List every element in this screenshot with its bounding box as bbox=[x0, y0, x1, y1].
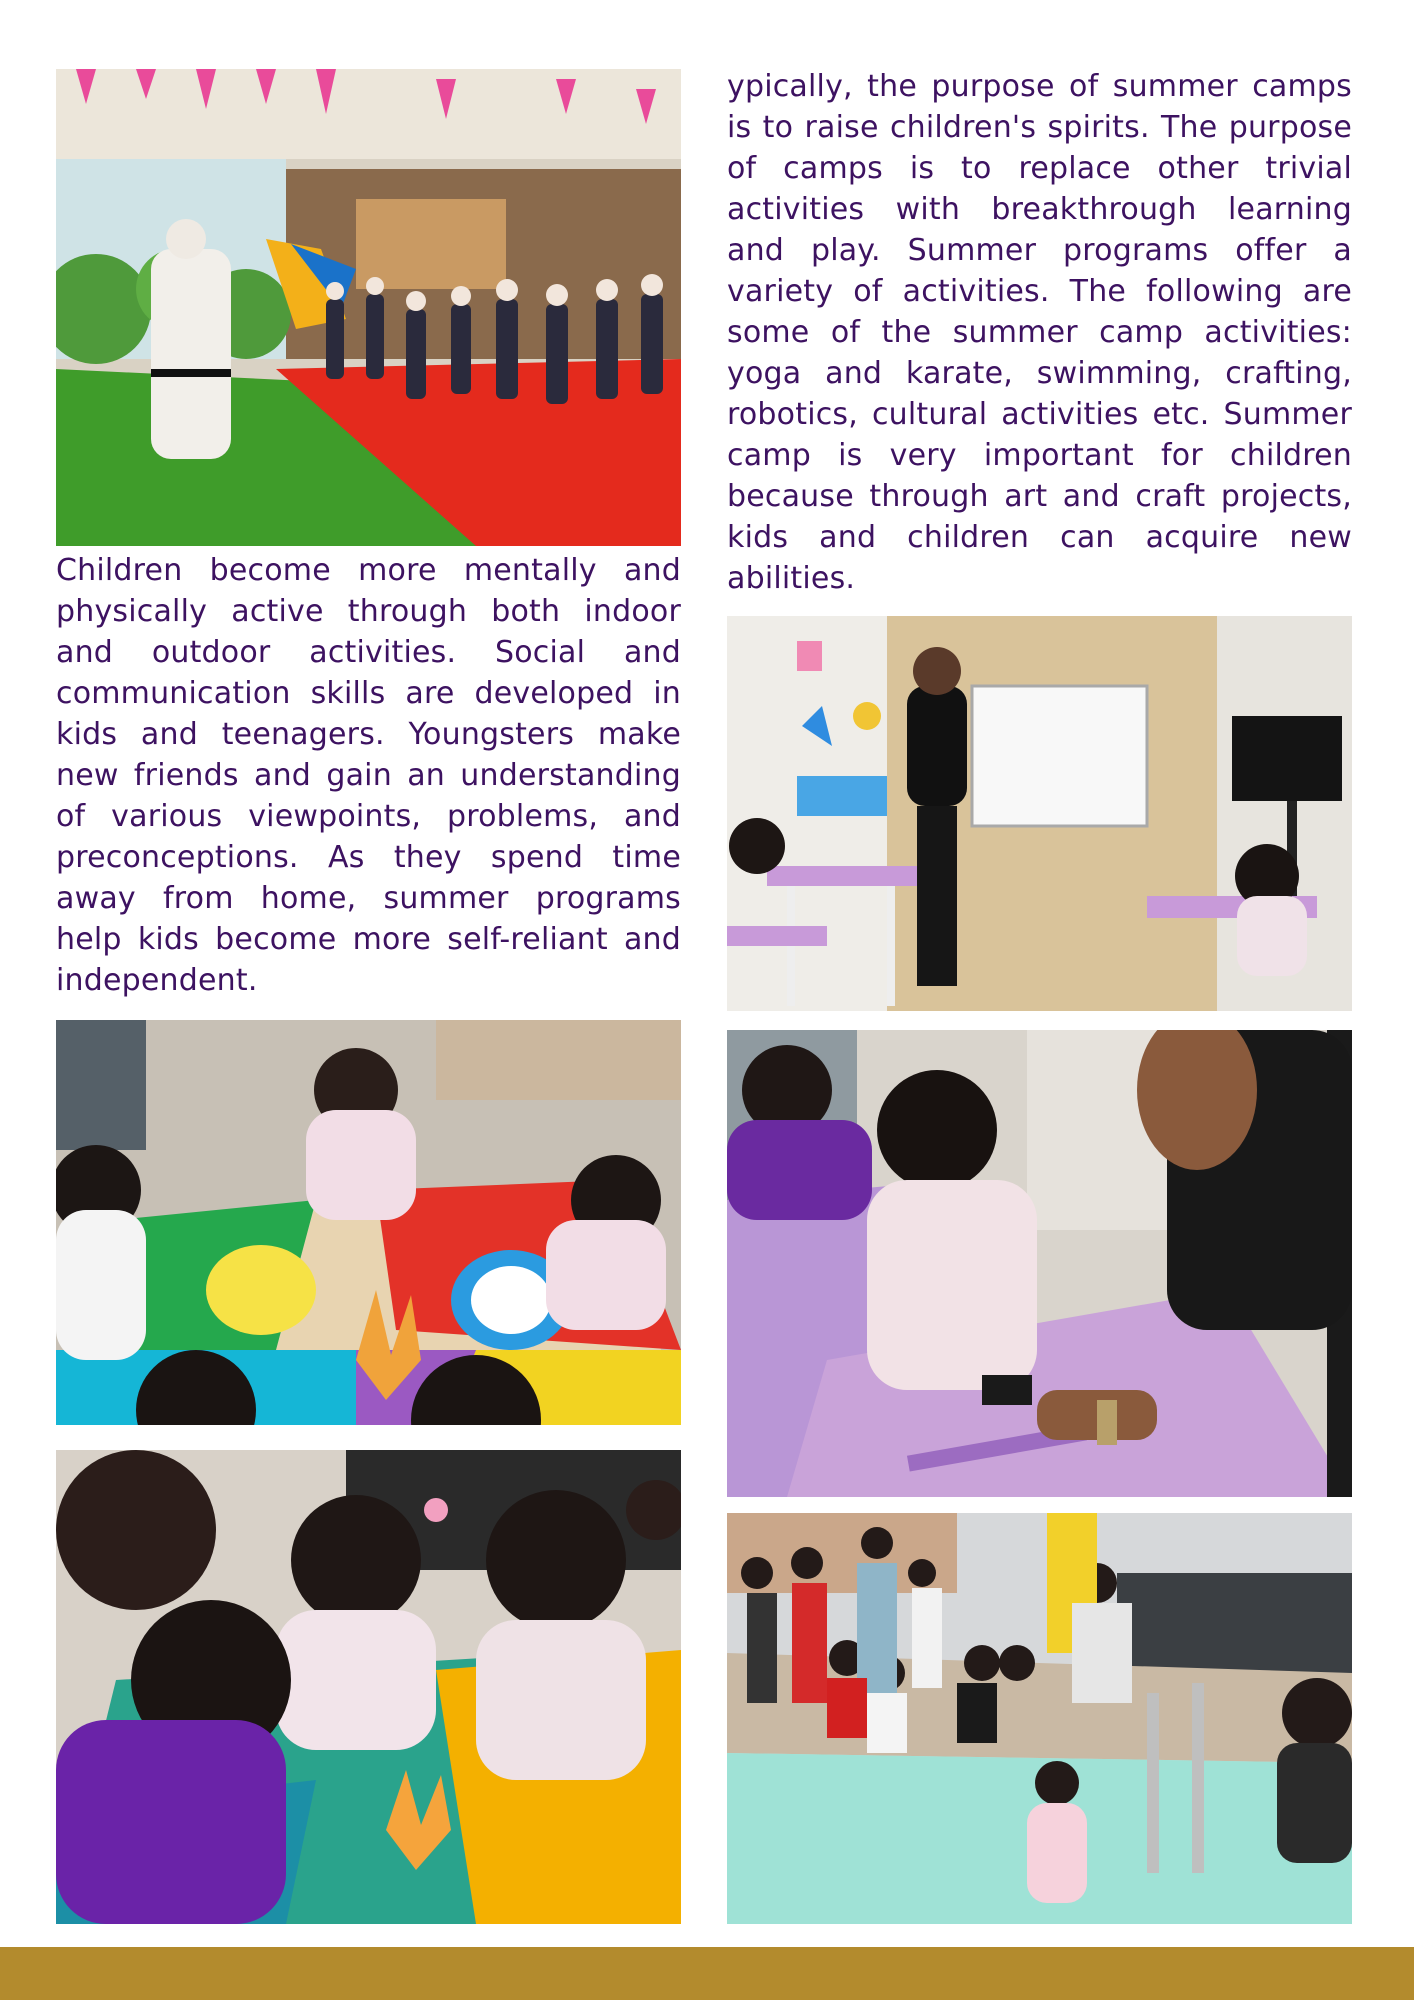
right-paragraph: ypically, the purpose of summer camps is to raise children's spirits. The purpose of camps is to replace other trivial activities with breakthrough learning and play. Summer programs offer a variety of activities. The following are some of the summer camp activities: yoga and karate, swimming, crafting, robotics, cultural activities etc. Summer camp is very important for children because through art and craft projects, kids and children can acquire new abilities. bbox=[727, 69, 1352, 596]
photo-robotics-class bbox=[727, 616, 1352, 1011]
photo-swimming bbox=[727, 1513, 1352, 1924]
photo-karate-class bbox=[56, 69, 681, 546]
photo-handprint-craft bbox=[56, 1020, 681, 1425]
footer-bar bbox=[0, 1947, 1414, 2000]
photo-robotics-help bbox=[727, 1030, 1352, 1497]
photo-craft-group bbox=[56, 1450, 681, 1924]
left-paragraph: Children become more mentally and physically active through both indoor and outdoor activities. Social and communication skills are developed in kids and teenagers. Youngsters make new friends and gain an understanding of various viewpoints, problems, and preconceptions. As they spend time away from home, summer programs help kids become more self-reliant and independent. bbox=[56, 553, 681, 998]
